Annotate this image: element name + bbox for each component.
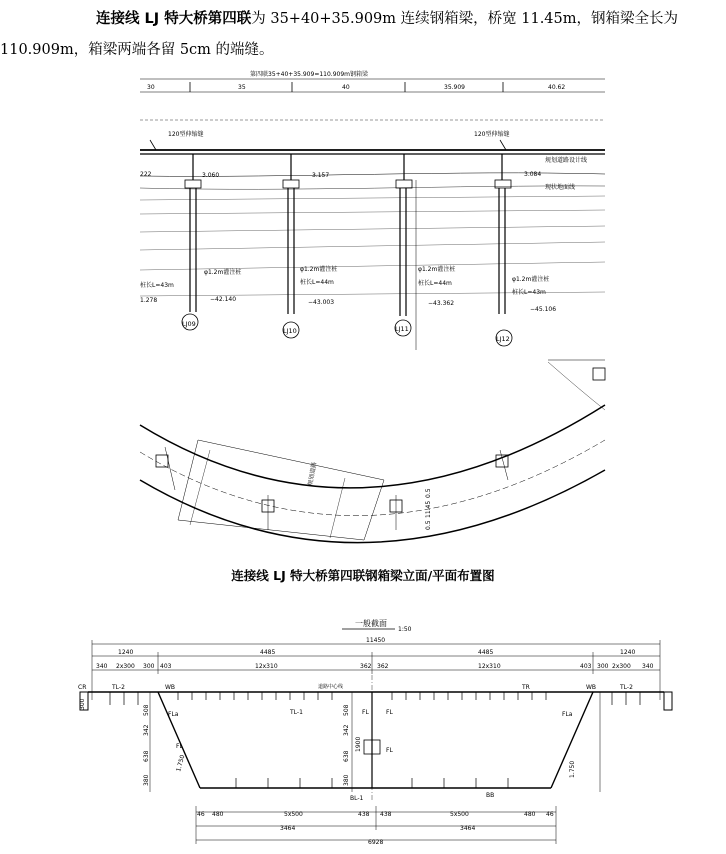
part-label: FL xyxy=(176,743,183,750)
bottom-dim: 5x500 xyxy=(284,811,303,818)
span-label: 35.909 xyxy=(444,84,465,91)
row2-dim: 340 xyxy=(642,663,654,670)
row2-dim: 362 xyxy=(360,663,372,670)
part-label: BB xyxy=(486,792,495,799)
pile-dia: φ1.2m灌注桩 xyxy=(418,266,456,273)
centreline-label: 道路中心线 xyxy=(318,684,344,690)
pier-label: LJ10 xyxy=(283,327,297,335)
row2-dim: 362 xyxy=(377,663,389,670)
height-dim: 300 xyxy=(79,698,86,710)
half-dim: 1240 xyxy=(118,649,134,656)
section-title: 一般截面 xyxy=(355,619,387,628)
height-dim: 638 xyxy=(343,750,350,762)
pile-len: 桩长L=43m xyxy=(512,289,546,296)
pile-len: 桩长L=44m xyxy=(418,280,452,287)
plan-dim: 0.5 xyxy=(425,488,432,498)
pier-lj09 xyxy=(185,154,201,312)
pier-label: LJ12 xyxy=(496,335,510,343)
bottom-dim: 480 xyxy=(212,811,224,818)
section-drawing xyxy=(80,629,672,844)
part-label: TL-2 xyxy=(112,684,125,691)
pile-len: 桩长L=43m xyxy=(140,282,174,289)
section-total: 11450 xyxy=(366,637,386,644)
road-label: 规划道路 xyxy=(307,461,319,487)
height-dim: 342 xyxy=(143,724,150,736)
bottom-dim: 46 xyxy=(197,811,205,818)
half-dim: 4485 xyxy=(260,649,276,656)
ground-line-label: 现状地面线 xyxy=(545,184,576,191)
part-label: TL-1 xyxy=(290,709,303,716)
span-label: 30 xyxy=(147,84,155,91)
bottom-dim: 5x500 xyxy=(450,811,469,818)
row2-dim: 300 xyxy=(597,663,609,670)
joint-label: 120型伸缩缝 xyxy=(474,131,510,138)
pier-label: LJ09 xyxy=(182,320,196,328)
bottom-dim: 438 xyxy=(380,811,392,818)
bottom-half: 3464 xyxy=(460,825,476,832)
part-label: CR xyxy=(78,684,87,691)
pile-dia: φ1.2m灌注桩 xyxy=(204,269,242,276)
bottom-dim: 438 xyxy=(358,811,370,818)
joint-label: 120型伸缩缝 xyxy=(168,131,204,138)
pile-len: 桩长L=44m xyxy=(300,279,334,286)
part-label: TL-2 xyxy=(620,684,633,691)
section-scale: 1:50 xyxy=(398,626,412,633)
pier-label: LJ11 xyxy=(395,325,409,333)
row2-dim: 300 xyxy=(143,663,155,670)
height-dim: 508 xyxy=(343,704,350,716)
intro-line-1-rest: 为 35+40+35.909m 连续钢箱梁，桥宽 11.45m，钢箱梁全长为 xyxy=(251,11,679,27)
height-dim: 342 xyxy=(343,724,350,736)
part-label: BL-1 xyxy=(350,795,364,802)
row2-dim: 403 xyxy=(160,663,172,670)
bridge-name: 连接线 LJ 特大桥第四联 xyxy=(96,11,252,27)
bottom-dim: 46 xyxy=(546,811,554,818)
bottom-dim: 480 xyxy=(524,811,536,818)
row2-dim: 2x300 xyxy=(116,663,135,670)
misc-label: 222 xyxy=(140,171,152,178)
elevation-total-label: 第四联35+40+35.909=110.909m钢箱梁 xyxy=(250,71,369,78)
part-label: FL xyxy=(386,709,393,716)
slope-label: 1.750 xyxy=(175,754,187,773)
pile-dia: φ1.2m灌注桩 xyxy=(300,266,338,273)
tip-elev: −43.362 xyxy=(428,300,455,307)
half-dim: 4485 xyxy=(478,649,494,656)
part-label: FL xyxy=(386,747,393,754)
pier-lj10 xyxy=(283,154,299,314)
part-label: FLa xyxy=(562,711,573,718)
part-label: WB xyxy=(586,684,597,691)
row2-dim: 340 xyxy=(96,663,108,670)
row2-dim: 2x300 xyxy=(612,663,631,670)
misc-label: 1.278 xyxy=(140,297,158,304)
height-dim: 638 xyxy=(143,750,150,762)
half-dim: 1240 xyxy=(620,649,636,656)
row2-dim: 12x310 xyxy=(255,663,278,670)
bottom-total: 6928 xyxy=(368,839,384,846)
intro-line-2: 110.909m，箱梁两端各留 5cm 的端缝。 xyxy=(0,42,274,58)
figure-caption: 连接线 LJ 特大桥第四联钢箱梁立面/平面布置图 xyxy=(231,568,495,583)
tip-elev: −43.003 xyxy=(308,299,335,306)
span-label: 35 xyxy=(238,84,246,91)
part-label: FLa xyxy=(168,711,179,718)
span-label: 40.62 xyxy=(548,84,566,91)
top-elev: 3.060 xyxy=(202,172,220,179)
height-dim: 380 xyxy=(143,774,150,786)
plan-dim: 0.5 xyxy=(425,520,432,530)
tip-elev: −42.140 xyxy=(210,296,237,303)
pile-dia: φ1.2m灌注桩 xyxy=(512,276,550,283)
height-dim: 508 xyxy=(143,704,150,716)
height-dim: 1900 xyxy=(355,736,362,752)
part-label: FL xyxy=(362,709,369,716)
height-dim: 380 xyxy=(343,774,350,786)
top-elev: 3.084 xyxy=(524,171,542,178)
span-label: 40 xyxy=(342,84,350,91)
design-line-label: 规划道路设计线 xyxy=(545,157,588,164)
tip-elev: −45.106 xyxy=(530,306,557,313)
plan-drawing xyxy=(140,360,605,543)
slope-label: 1.750 xyxy=(569,760,576,778)
row2-dim: 12x310 xyxy=(478,663,501,670)
bottom-half: 3464 xyxy=(280,825,296,832)
part-label: WB xyxy=(165,684,176,691)
plan-dim: 11.45 xyxy=(425,500,432,518)
top-elev: 3.157 xyxy=(312,172,330,179)
part-label: TR xyxy=(522,684,530,691)
pier-lj12 xyxy=(495,154,511,314)
row2-dim: 403 xyxy=(580,663,592,670)
